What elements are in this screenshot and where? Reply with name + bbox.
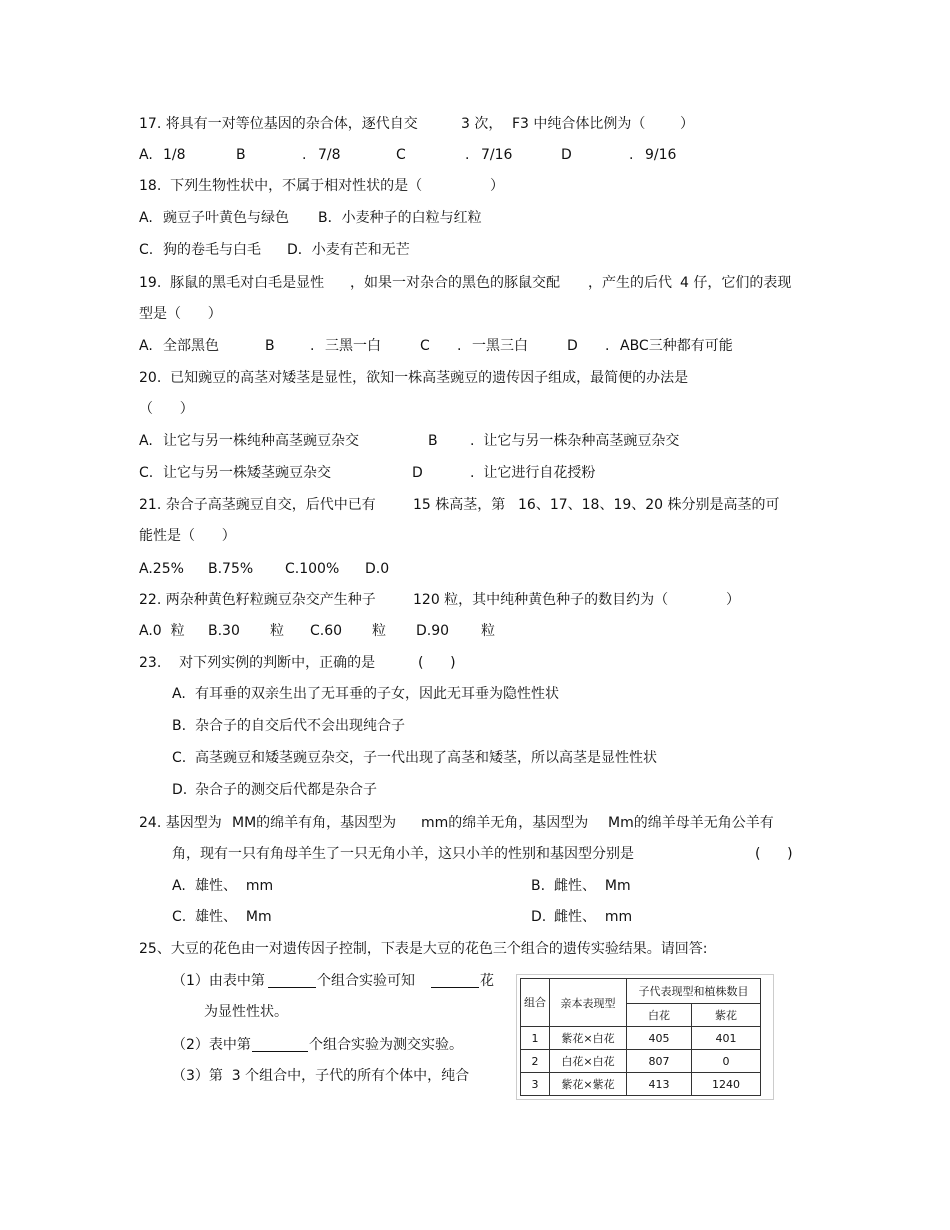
answer-blank-2[interactable] — [431, 973, 479, 988]
q23-option-a: 有耳垂的双亲生出了无耳垂的子女，因此无耳垂为隐性性状 — [195, 686, 559, 702]
q22-option-unit: 粒 — [481, 623, 495, 639]
q18-option-b: B．小麦种子的白粒与红粒 — [318, 210, 482, 226]
q24-option-b-label: B. — [531, 878, 546, 894]
q19-stem-line2: 型是（ ） — [139, 306, 222, 322]
q24-stem-c: mm的绵羊无角，基因型为 — [421, 815, 589, 831]
q19-stem-b: ，如果一对杂合的黑色的豚鼠交配 — [350, 275, 560, 291]
cell-parent: 白花×白花 — [550, 1050, 627, 1073]
cell-no: 2 — [521, 1050, 550, 1073]
q18-option-c-label: C. — [139, 242, 154, 258]
cell-purple: 0 — [692, 1050, 761, 1073]
q19-stem-d: 4 仔，它们的表现 — [680, 275, 792, 291]
cell-white: 405 — [627, 1027, 692, 1050]
q23-paren: ( ) — [418, 655, 456, 671]
q22-option-unit: 粒 — [270, 623, 284, 639]
q22-option-unit: 粒 — [372, 623, 386, 639]
q22-stem-a: 22. 两杂种黄色籽粒豌豆杂交产生种子 — [139, 592, 376, 608]
q19-option-text: ABC三种都有可能 — [620, 338, 733, 354]
header-group: 组合 — [521, 979, 550, 1027]
q21-option: D.0 — [365, 561, 390, 577]
header-purple: 紫花 — [692, 1004, 761, 1027]
q23-option-b: 杂合子的自交后代不会出现纯合子 — [195, 718, 405, 734]
q17-option-text: 7/8 — [318, 147, 341, 163]
q20-option-a-label: A. — [139, 433, 153, 449]
q23-option-d-label: D. — [172, 782, 188, 798]
q19-option-dot: . — [605, 338, 610, 354]
q21-option: A.25% — [139, 561, 184, 577]
q23-stem: 23. 对下列实例的判断中，正确的是 — [139, 655, 376, 671]
q24-option-c: 雄性、 Mm — [195, 909, 272, 925]
table-row — [521, 1073, 761, 1096]
q25-part1-c: 花 — [480, 973, 494, 989]
q20-option-a: 让它与另一株纯种高茎豌豆杂交 — [163, 433, 359, 449]
q17-stem-c: F3 中纯合体比例为（ — [512, 116, 646, 132]
header-offspring: 子代表现型和植株数目 — [627, 979, 761, 1004]
q19-option-dot: . — [310, 338, 315, 354]
q24-stem-line2: 角，现有一只有角母羊生了一只无角小羊，这只小羊的性别和基因型分别是 — [172, 846, 634, 862]
cell-purple: 1240 — [692, 1073, 761, 1096]
q19-option-text: 三黑一白 — [325, 338, 381, 354]
q17-option-label: B — [236, 147, 246, 163]
q23-option-c-label: C. — [172, 750, 187, 766]
q19-stem-a: 19. 豚鼠的黑毛对白毛是显性 — [139, 275, 325, 291]
q22-option: B.30 — [208, 623, 240, 639]
q19-option-label: B — [265, 338, 275, 354]
answer-blank-3[interactable] — [252, 1037, 308, 1052]
q24-paren: ( ) — [755, 846, 793, 862]
q19-stem-c: ，产生的后代 — [588, 275, 672, 291]
q19-option-label: C — [420, 338, 430, 354]
q19-option-text: 全部黑色 — [163, 338, 219, 354]
q24-option-c-label: C. — [172, 909, 187, 925]
q22-option: C.60 — [310, 623, 343, 639]
answer-blank-1[interactable] — [268, 973, 316, 988]
q17-option-dot: . — [629, 147, 634, 163]
cell-parent: 紫花×白花 — [550, 1027, 627, 1050]
header-parent: 亲本表现型 — [550, 979, 627, 1027]
q20-stem: 20. 已知豌豆的高茎对矮茎是显性，欲知一株高茎豌豆的遗传因子组成，最简便的办法是 — [139, 370, 689, 386]
q24-option-d-label: D. — [531, 909, 547, 925]
q17-option-dot: . — [302, 147, 307, 163]
q19-option-label: A. — [139, 338, 153, 354]
q25-part2-a: （2）表中第 — [172, 1037, 251, 1053]
q25-part1-a: （1）由表中第 — [172, 973, 265, 989]
results-table — [520, 978, 761, 1096]
q17-option-dot: . — [465, 147, 470, 163]
q19-option-label: D — [567, 338, 578, 354]
q18-paren-close: ） — [490, 178, 504, 194]
q22-option: A.0 粒 — [139, 623, 185, 639]
q19-option-text: 一黑三白 — [472, 338, 528, 354]
q22-paren-close: ） — [726, 592, 740, 608]
q18-option-d: D．小麦有芒和无芒 — [287, 242, 410, 258]
q21-option: B.75% — [208, 561, 254, 577]
q24-stem-a: 24. 基因型为 — [139, 815, 222, 831]
q21-stem-line2: 能性是（ ） — [139, 528, 236, 544]
q17-option-label: A. — [139, 147, 153, 163]
q18-option-a-label: A. — [139, 210, 153, 226]
q17-option-label: C — [396, 147, 406, 163]
cell-no: 1 — [521, 1027, 550, 1050]
q20-option-d: . 让它进行自花授粉 — [470, 465, 596, 481]
q23-option-b-label: B. — [172, 718, 187, 734]
q17-option-text: 9/16 — [645, 147, 677, 163]
q25-part1-b: 个组合实验可知 — [317, 973, 415, 989]
q22-stem-b: 120 粒，其中纯种黄色种子的数目约为（ — [413, 592, 669, 608]
q17-stem-a: 17. 将具有一对等位基因的杂合体，逐代自交 — [139, 116, 418, 132]
q25-part1-d: 为显性性状。 — [204, 1004, 288, 1020]
q25-part3: （3）第 3 个组合中，子代的所有个体中，纯合 — [172, 1068, 470, 1084]
q23-option-d: 杂合子的测交后代都是杂合子 — [195, 782, 377, 798]
q17-paren-close: ） — [680, 116, 694, 132]
q20-option-c: 让它与另一株矮茎豌豆杂交 — [163, 465, 331, 481]
table-row — [521, 1050, 761, 1073]
q23-option-c: 高茎豌豆和矮茎豌豆杂交，子一代出现了高茎和矮茎，所以高茎是显性性状 — [195, 750, 657, 766]
q18-option-a: 豌豆子叶黄色与绿色 — [163, 210, 289, 226]
q23-option-a-label: A. — [172, 686, 186, 702]
q20-option-d-label: D — [412, 465, 423, 481]
q17-option-label: D — [561, 147, 572, 163]
q24-option-a: 雄性、 mm — [195, 878, 274, 894]
q24-stem-b: MM的绵羊有角，基因型为 — [232, 815, 397, 831]
q24-stem-d: Mm的绵羊母羊无角公羊有 — [608, 815, 774, 831]
q21-stem-b: 15 株高茎，第 — [413, 497, 506, 513]
q20-paren: （ ） — [139, 401, 194, 417]
q25-stem: 25、大豆的花色由一对遗传因子控制，下表是大豆的花色三个组合的遗传实验结果。请回答: — [139, 941, 708, 957]
cell-white: 807 — [627, 1050, 692, 1073]
cell-white: 413 — [627, 1073, 692, 1096]
q24-option-b: 雌性、 Mm — [554, 878, 631, 894]
cell-parent: 紫花×紫花 — [550, 1073, 627, 1096]
q19-option-dot: . — [457, 338, 462, 354]
q22-option: D.90 — [416, 623, 450, 639]
q24-option-a-label: A. — [172, 878, 186, 894]
table-row — [521, 1027, 761, 1050]
q21-option: C.100% — [285, 561, 340, 577]
q18-option-c: 狗的卷毛与白毛 — [163, 242, 261, 258]
q21-stem-c: 16、17、18、19、20 株分别是高茎的可 — [518, 497, 780, 513]
q20-option-b-label: B — [428, 433, 438, 449]
q17-stem-b: 3 次， — [461, 116, 503, 132]
cell-purple: 401 — [692, 1027, 761, 1050]
q20-option-c-label: C. — [139, 465, 154, 481]
q24-option-d: 雌性、 mm — [554, 909, 633, 925]
q17-option-text: 7/16 — [481, 147, 513, 163]
header-white: 白花 — [627, 1004, 692, 1027]
q20-option-b: . 让它与另一株杂种高茎豌豆杂交 — [470, 433, 680, 449]
q17-option-text: 1/8 — [163, 147, 186, 163]
q25-part2-b: 个组合实验为测交实验。 — [309, 1037, 463, 1053]
cell-no: 3 — [521, 1073, 550, 1096]
table-header-row — [521, 979, 761, 1004]
q21-stem-a: 21. 杂合子高茎豌豆自交，后代中已有 — [139, 497, 376, 513]
q18-stem: 18. 下列生物性状中，不属于相对性状的是（ — [139, 178, 423, 194]
